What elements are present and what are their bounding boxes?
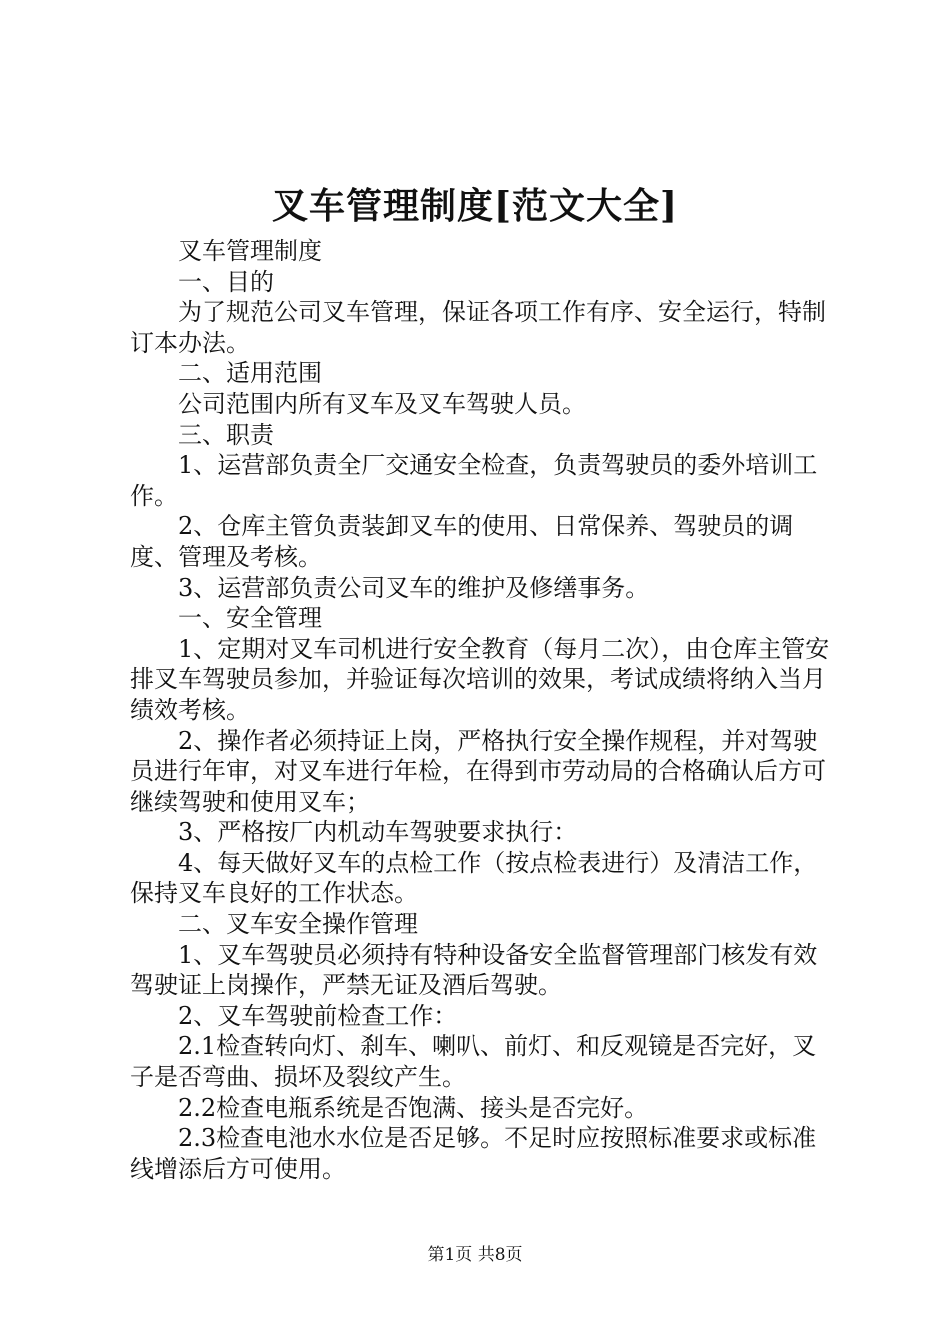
list-item: 1、叉车驾驶员必须持有特种设备安全监督管理部门核发有效驾驶证上岗操作，严禁无证及酒后驾驶。 — [130, 940, 818, 1000]
section-heading-operation: 二、叉车安全操作管理 — [178, 910, 418, 939]
paragraph: 为了规范公司叉车管理，保证各项工作有序、安全运行，特制订本办法。 — [130, 298, 826, 357]
list-item: 4、每天做好叉车的点检工作（按点检表进行）及清洁工作，保持叉车良好的工作状态。 — [130, 848, 818, 908]
list-item: 2.2检查电瓶系统是否饱满、接头是否完好。 — [178, 1093, 649, 1122]
section-heading-duties: 三、职责 — [178, 420, 274, 449]
paragraph: 公司范围内所有叉车及叉车驾驶人员。 — [178, 389, 586, 418]
list-item: 2、叉车驾驶前检查工作： — [178, 1001, 458, 1030]
list-item: 2、仓库主管负责装卸叉车的使用、日常保养、驾驶员的调度、管理及考核。 — [130, 512, 794, 571]
section-heading-scope: 二、适用范围 — [178, 359, 322, 388]
page-footer: 第1页 共8页 — [427, 1245, 523, 1265]
document-title: 叉车管理制度[范文大全] — [271, 185, 679, 227]
list-item: 3、运营部负责公司叉车的维护及修缮事务。 — [178, 573, 650, 602]
document-body — [130, 236, 835, 1184]
paragraph-heading: 叉车管理制度 — [178, 237, 322, 265]
section-heading-purpose: 一、目的 — [178, 267, 274, 296]
list-item: 3、严格按厂内机动车驾驶要求执行： — [178, 818, 578, 847]
list-item: 1、定期对叉车司机进行安全教育（每月二次），由仓库主管安排叉车驾驶员参加，并验证每次培训的效果，考试成绩将纳入当月绩效考核。 — [130, 634, 830, 724]
list-item: 2、操作者必须持证上岗，严格执行安全操作规程，并对驾驶员进行年审，对叉车进行年检，在得到市劳动局的合格确认后方可继续驾驶和使用叉车； — [130, 726, 826, 816]
section-heading-safety: 一、安全管理 — [178, 604, 322, 633]
list-item: 2.3检查电池水水位是否足够。不足时应按照标准要求或标准线增添后方可使用。 — [130, 1124, 817, 1183]
list-item: 2.1检查转向灯、刹车、喇叭、前灯、和反观镜是否完好，叉子是否弯曲、损坏及裂纹产生。 — [130, 1032, 817, 1092]
list-item: 1、运营部负责全厂交通安全检查，负责驾驶员的委外培训工作。 — [130, 451, 818, 510]
